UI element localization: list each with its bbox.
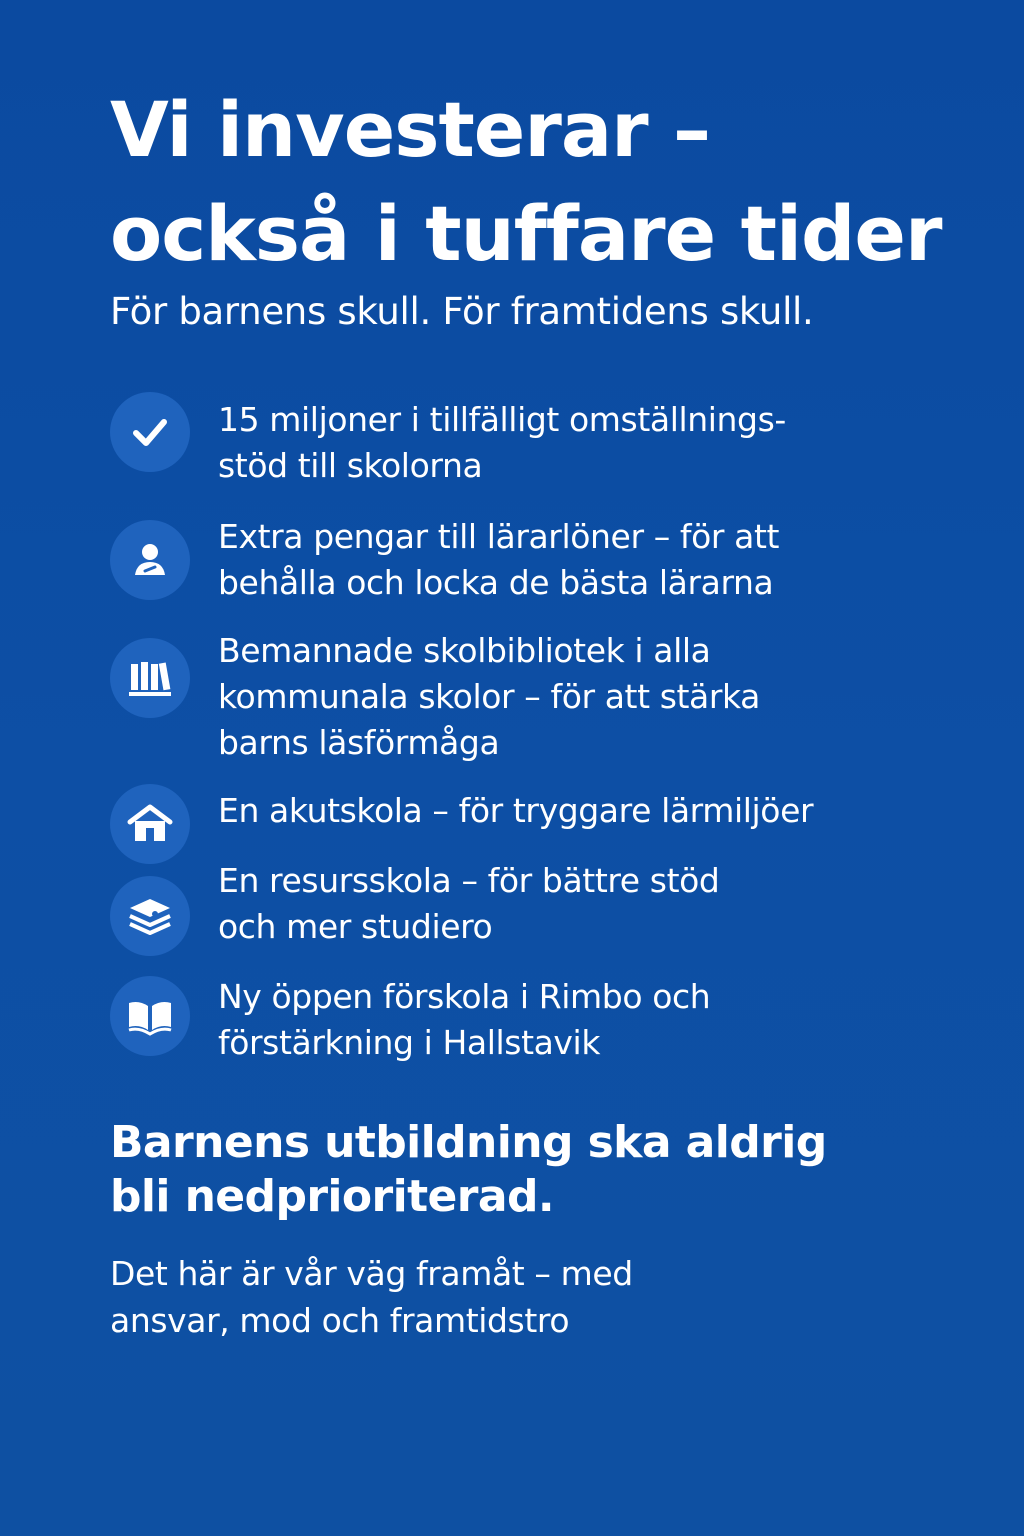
headline-line-2: också i tuffare tider [110,189,942,278]
list-item-text: En akutskola – för tryggare lärmiljöer [218,791,814,830]
teacher-icon [110,520,190,600]
school-house-icon [110,784,190,864]
tagline: Det här är vår väg framåt – med ansvar, mod och framtidstro [110,1254,633,1340]
list-item-text: En resursskola – för bättre stöd och mer studiero [218,861,720,946]
list-item-text: Bemannade skolbibliotek i alla kommunala skolor – för att stärka barns läsförmåga [218,631,760,762]
stacked-books-icon [110,876,190,956]
list-item-text: Ny öppen förskola i Rimbo och förstärkning i Hallstavik [218,977,711,1062]
list-item-text: Extra pengar till lärarlöner – för att behålla och locka de bästa lärarna [218,517,780,602]
open-book-icon [110,976,190,1056]
list-item-text: 15 miljoner i tillfälligt omställnings- stöd till skolorna [218,400,786,485]
library-books-icon [110,638,190,718]
subtitle: För barnens skull. För framtidens skull. [110,290,814,333]
headline [110,78,990,286]
closing-statement: Barnens utbildning ska aldrig bli nedprioriterad. [110,1117,827,1222]
checkmark-icon [110,392,190,472]
headline-line-1: Vi investerar – [110,85,711,174]
